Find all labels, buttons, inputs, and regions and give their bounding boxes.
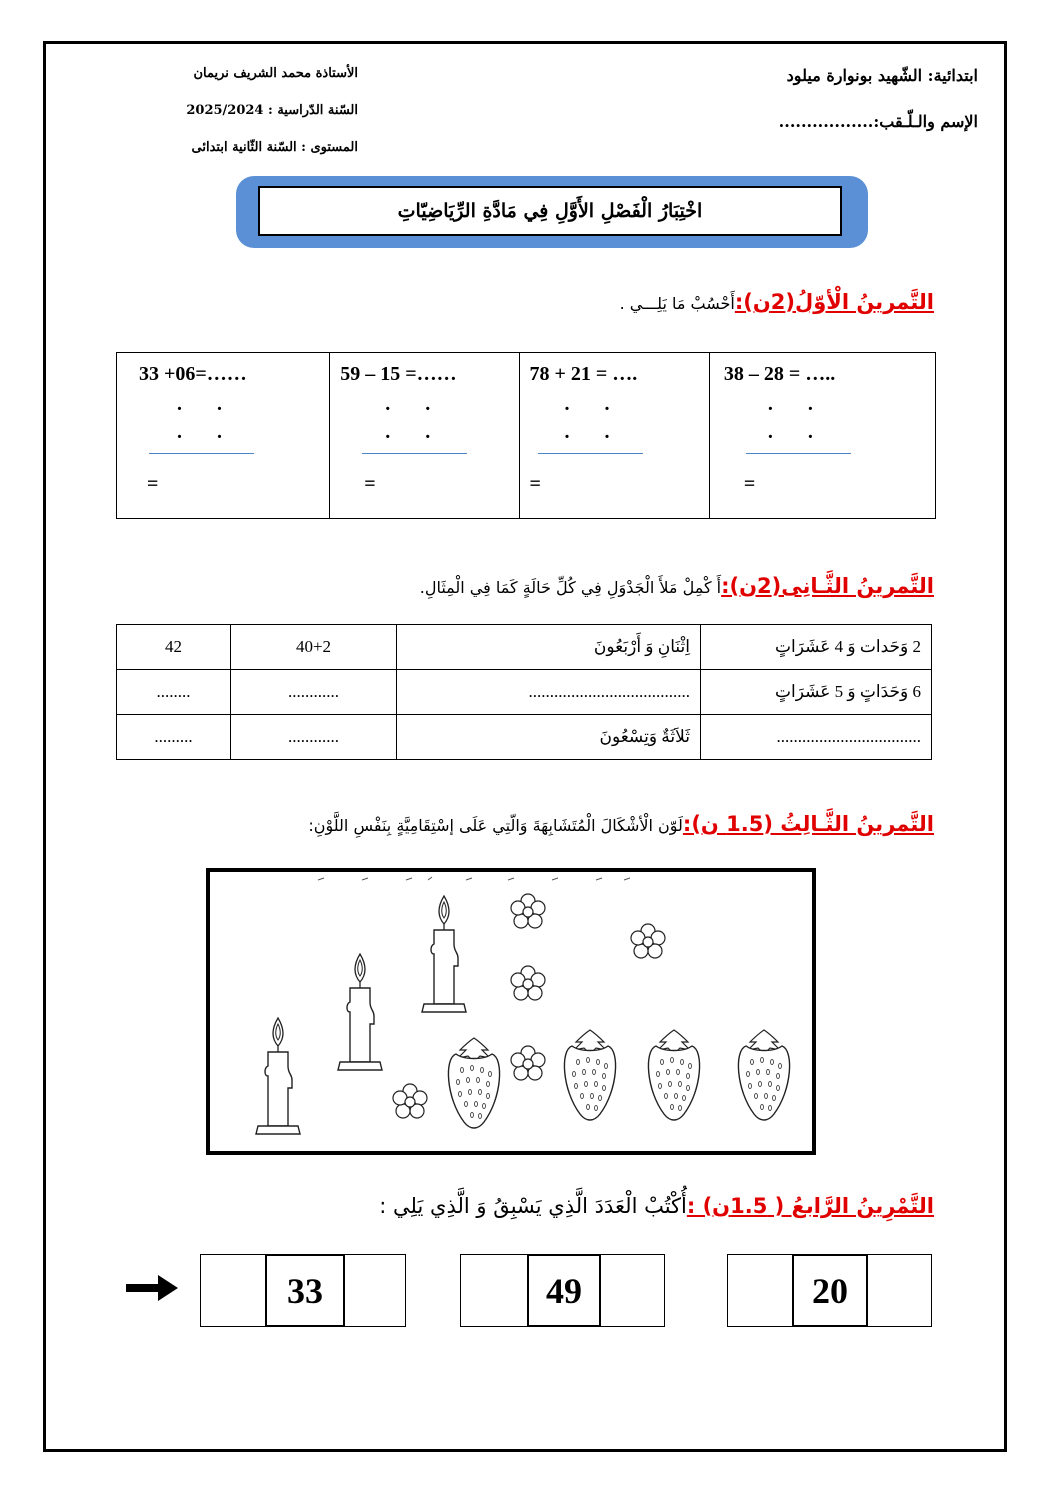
strawberry-icon[interactable] [564, 1030, 615, 1120]
arrow-right-icon [124, 1273, 180, 1303]
exercise3-heading [308, 812, 934, 836]
number-cell[interactable]: ........ [117, 670, 231, 715]
operation-text: 59 – 15 =…… [340, 363, 457, 385]
school-name: ابتدائية: الشّهيد بونوارة ميلود [786, 66, 978, 85]
name-field[interactable]: الإسم والـلّـقب:................. [778, 112, 978, 131]
sum-line [149, 453, 254, 454]
units-tens-cell: 2 وَحَدات وَ 4 عَشَرَاتٍ [701, 625, 932, 670]
digit-dots: . . [767, 421, 813, 443]
digit-dots: . . [177, 421, 222, 443]
flower-icon[interactable] [393, 1084, 427, 1118]
exercise2-label: التَّمرينُ الثَّـانِى(2ن): [721, 574, 934, 598]
table-row [117, 715, 932, 760]
exercise4-instruction: أُكْتُبْ الْعَدَدَ الَّذِي يَسْبِقُ وَ الَّذِي يَلِي : [379, 1194, 687, 1218]
exercise2-instruction: أَ كْمِلْ مَلأَ الْجَدْوَلِ فِي كُلِّ حَالَةٍ كَمَا فِي الْمِثَالِ. [419, 578, 722, 597]
before-number-blank[interactable] [461, 1255, 527, 1326]
digit-dots: . . [564, 421, 610, 443]
sum-cell[interactable]: ............ [231, 670, 397, 715]
exam-title: اخْتِبَارُ الْفَصْلِ الأَوَّلِ فِي مَادَّةِ الرِّيَاضِيّاتِ [258, 186, 842, 236]
strawberry-icon[interactable] [448, 1038, 499, 1128]
operation-text: 38 – 28 = ….. [723, 363, 836, 385]
strawberry-icon[interactable] [738, 1030, 789, 1120]
sum-line [538, 453, 643, 454]
number-sequence-box [200, 1254, 406, 1327]
digit-dots: . . [564, 393, 610, 415]
number-sequence-box [460, 1254, 665, 1327]
exercise2-table [116, 624, 932, 760]
exercise1-instruction: أَحْسُبْ مَا يَلِـــي . [619, 294, 735, 313]
exercise2-heading [420, 574, 934, 598]
candle-icon[interactable] [338, 954, 382, 1070]
words-cell: ثَلاَثَةٌ وَتِسْعُونَ [397, 715, 701, 760]
operation-text: 78 + 21 = …. [529, 363, 638, 385]
digit-dots: . . [385, 393, 431, 415]
number-cell[interactable]: ......... [117, 715, 231, 760]
given-number: 33 [265, 1254, 345, 1327]
sum-line [362, 453, 467, 454]
sum-line [746, 453, 851, 454]
shapes-box [206, 868, 816, 1155]
digit-dots: . . [177, 393, 222, 415]
class-level: المستوى : السّنة الثّانية ابتدائى [191, 140, 358, 155]
equals-sign: = [364, 473, 376, 495]
operation-text: 33 +06=…… [139, 363, 247, 385]
flower-icon[interactable] [511, 894, 545, 928]
exercise4-heading [379, 1194, 934, 1218]
sum-cell: 40+2 [231, 625, 397, 670]
exercise1-heading [620, 290, 934, 314]
flower-icon[interactable] [511, 966, 545, 1000]
operation-cell[interactable] [117, 353, 330, 519]
flower-icon[interactable] [511, 1046, 545, 1080]
operation-cell[interactable] [330, 353, 519, 519]
title-banner [236, 176, 868, 248]
operation-cell[interactable] [519, 353, 709, 519]
before-number-blank[interactable] [201, 1255, 265, 1326]
candle-icon[interactable] [256, 1018, 300, 1134]
operation-cell[interactable] [709, 353, 935, 519]
digit-dots: . . [385, 421, 431, 443]
words-cell[interactable]: ...................................... [397, 670, 701, 715]
table-row [117, 625, 932, 670]
before-number-blank[interactable] [728, 1255, 792, 1326]
exercise3-instruction: لَوّن الْأشْكَالَ الْمُتَشَابِهَةَ وَالّتِي عَلَى إسْتِقَامِيَّةٍ بِنَفْسِ اللَّوْنِ: [308, 816, 683, 835]
exercise4-label: التَّمْرِينُ الرَّابعُ ( 1.5ن) : [686, 1194, 934, 1218]
equals-sign: = [743, 473, 756, 495]
exercise1-table [116, 352, 936, 519]
units-tens-cell[interactable]: .................................. [701, 715, 932, 760]
digit-dots: . . [767, 393, 813, 415]
sum-cell[interactable]: ............ [231, 715, 397, 760]
strawberry-icon[interactable] [648, 1030, 699, 1120]
teacher-name: الأستاذة محمد الشريف نريمان [193, 66, 358, 81]
words-cell: اِثْنَانِ وَ أَرْبَعُونَ [397, 625, 701, 670]
flower-icon[interactable] [631, 924, 665, 958]
exercise3-label: التَّمرينُ الثَّـالِثُ (1.5 ن): [682, 812, 934, 836]
equals-sign: = [529, 473, 541, 495]
given-number: 20 [792, 1254, 868, 1327]
number-sequence-box [727, 1254, 932, 1327]
exercise1-label: التَّمرينُ الْأوّلُ(2ن): [734, 290, 934, 314]
number-cell: 42 [117, 625, 231, 670]
equals-sign: = [147, 473, 159, 495]
units-tens-cell: 6 وَحَدَاتٍ وَ 5 عَشَرَاتٍ [701, 670, 932, 715]
table-row [117, 670, 932, 715]
school-year: السّنة الدّراسية : 2025/2024 [186, 103, 358, 118]
given-number: 49 [527, 1254, 601, 1327]
candle-icon[interactable] [422, 896, 466, 1012]
